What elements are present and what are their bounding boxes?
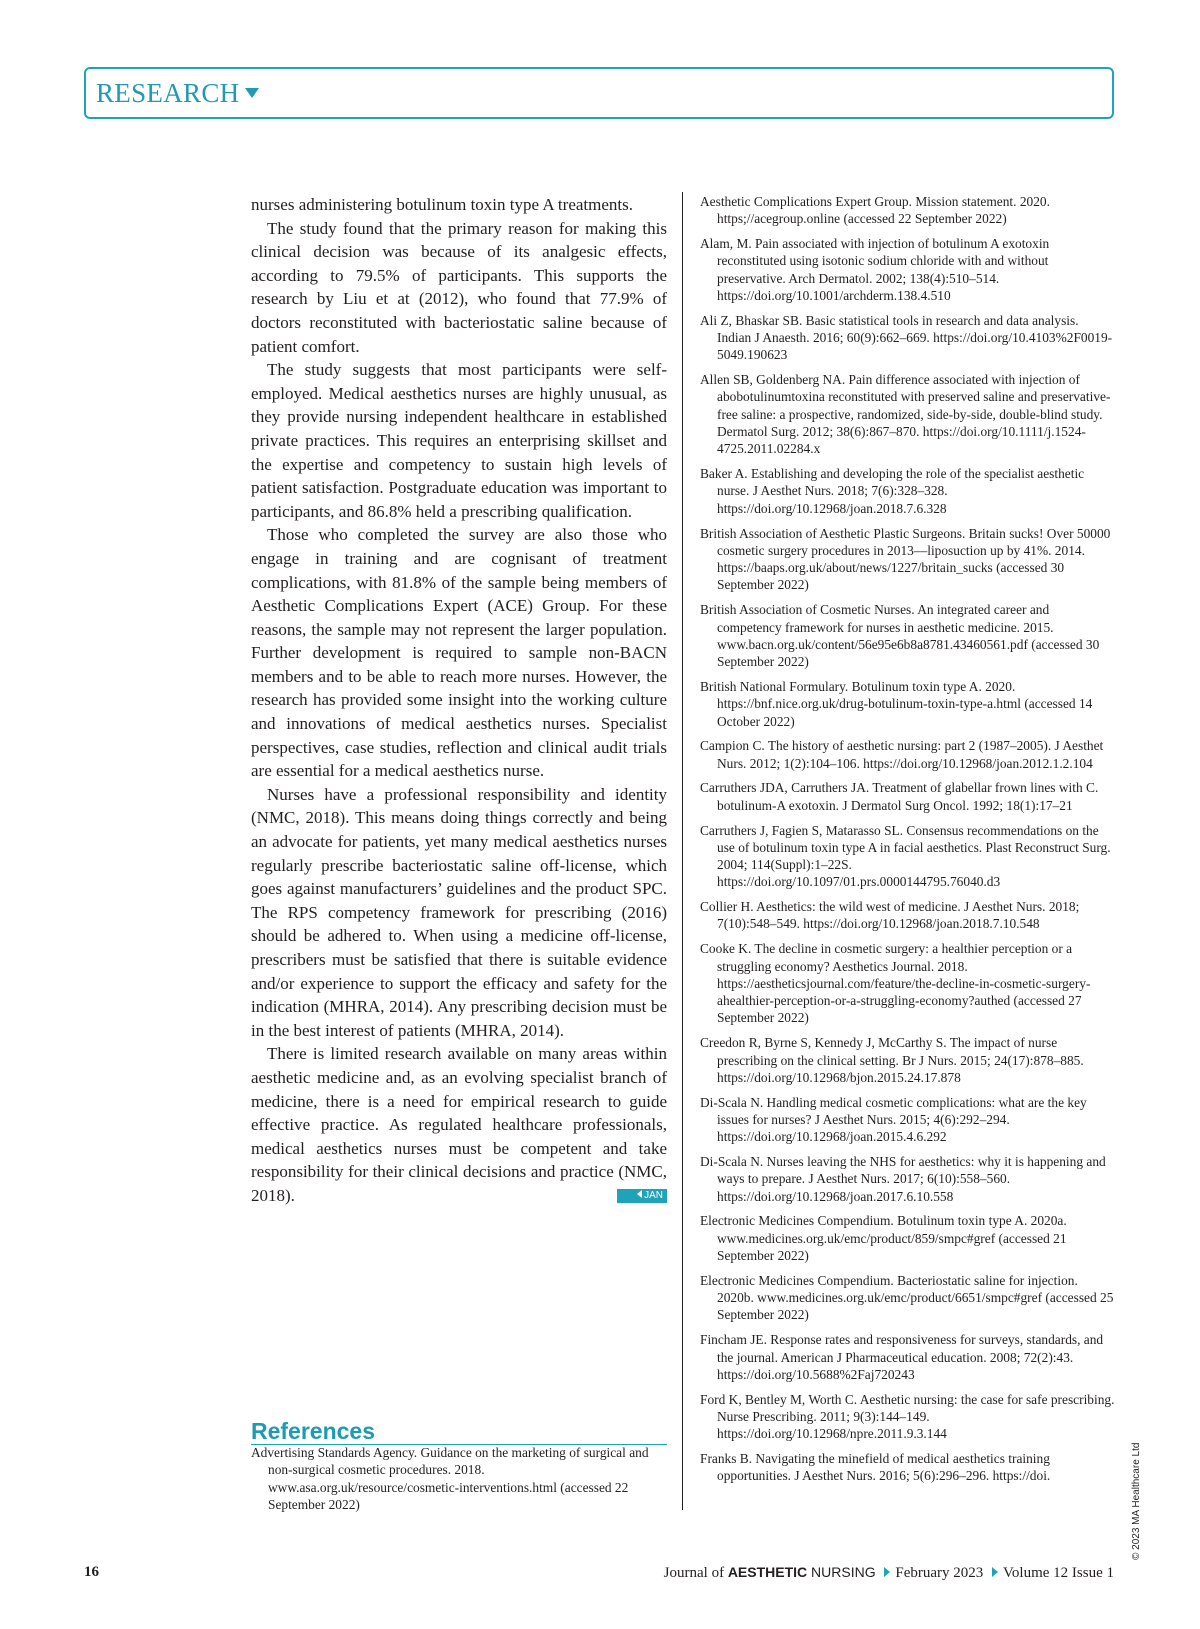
references-list-left <box>251 1444 667 1521</box>
triangle-right-icon <box>884 1567 890 1577</box>
body-paragraph: The study suggests that most participants were self-employed. Medical aesthetics nurses are highly unusual, as they provide nursing independent healthcare in established private practices. This requires an enterprising skillset and the expertise and competency to sustain high levels of patient satisfaction. Postgraduate education was important to participants, and 86.8% held a prescribing qualification. <box>251 360 667 521</box>
reference-item: Carruthers J, Fagien S, Matarasso SL. Consensus recommendations on the use of botulinum toxin type A in facial aesthetics. Plast Reconstruct Surg. 2004; 114(Suppl):1–22S. https://doi.org/10.1097/01.prs.0000144795.76040.d3 <box>700 822 1111 890</box>
reference-item: Aesthetic Complications Expert Group. Mission statement. 2020. https;//acegroup.online (accessed 22 September 2022) <box>700 194 1050 227</box>
section-title: RESEARCH <box>96 78 240 108</box>
reference-item: Allen SB, Goldenberg NA. Pain difference associated with injection of abobotulinumtoxina reconstituted with preserved saline and preservative-free saline: a prospective, randomized, side-by-side, double-blind study. Dermatol Surg. 2012; 38(6):867–870. https://doi.org/10.1111/j.1524-4725.2011.02284.x <box>700 372 1111 457</box>
body-paragraph: The study found that the primary reason for making this clinical decision was because of its analgesic effects, according to 79.5% of participants. This supports the research by Liu et at (2012), who found that 77.9% of doctors reconstituted with bacteriostatic saline because of patient comfort. <box>251 218 667 356</box>
reference-item: Di-Scala N. Handling medical cosmetic complications: what are the key issues for nurses? J Aesthet Nurs. 2015; 4(6):292–294. https://doi.org/10.12968/joan.2015.4.6.292 <box>700 1094 1087 1145</box>
reference-item: Ali Z, Bhaskar SB. Basic statistical tools in research and data analysis. Indian J Anaesth. 2016; 60(9):662–669. https://doi.org/10.4103%2F0019-5049.190623 <box>700 312 1113 363</box>
issue-date: February 2023 <box>895 1565 984 1581</box>
journal-suffix: NURSING <box>807 1564 876 1580</box>
body-paragraph: Nurses have a professional responsibility and identity (NMC, 2018). This means doing things correctly and being an advocate for patients, yet many medical aesthetics nurses regularly prescribe bacteriostatic saline off-license, which goes against manufacturers’ guidelines and the product SPC. The RPS competency framework for prescribing (2016) should be adhered to. When using a medicine off-license, prescribers must be satisfied that there is suitable evidence and/or experience to support the efficacy and safety for the indication (MHRA, 2014). Any prescribing decision must be in the best interest of patients (MHRA, 2014). <box>251 784 667 1040</box>
reference-item: Di-Scala N. Nurses leaving the NHS for aesthetics: why it is happening and ways to prepare. J Aesthet Nurs. 2017; 6(10):558–560. https://doi.org/10.12968/joan.2017.6.10.558 <box>700 1154 1106 1204</box>
article-body <box>251 193 667 1208</box>
page-number: 16 <box>84 1564 99 1580</box>
reference-item: Alam, M. Pain associated with injection of botulinum A exotoxin reconstituted using isotonic sodium chloride with and without preservative. Arch Dermatol. 2002; 138(4):510–514. https://doi.org/10.1001/archderm.138.4.510 <box>700 236 1050 303</box>
journal-prefix: Journal of <box>663 1565 728 1581</box>
reference-item: Baker A. Establishing and developing the role of the specialist aesthetic nurse. J Aesthet Nurs. 2018; 7(6):328–328. https://doi.org/10.12968/joan.2018.7.6.328 <box>700 466 1085 516</box>
copyright-note: © 2023 MA Healthcare Ltd <box>1131 1442 1142 1560</box>
reference-item: Collier H. Aesthetics: the wild west of medicine. J Aesthet Nurs. 2018; 7(10):548–549. https://doi.org/10.12968/joan.2018.7.10.548 <box>700 899 1080 932</box>
end-of-article-mark <box>617 1189 667 1203</box>
reference-item: Ford K, Bentley M, Worth C. Aesthetic nursing: the case for safe prescribing. Nurse Prescribing. 2011; 9(3):144–149. https://doi.org/10.12968/npre.2011.9.3.144 <box>700 1391 1115 1442</box>
journal-brand: AESTHETIC <box>727 1564 808 1580</box>
reference-item: Creedon R, Byrne S, Kennedy J, McCarthy S. The impact of nurse prescribing on the clinical setting. Br J Nurs. 2015; 24(17):878–885. https://doi.org/10.12968/bjon.2015.24.17.878 <box>700 1035 1084 1085</box>
triangle-down-icon <box>245 88 259 98</box>
reference-item: Campion C. The history of aesthetic nursing: part 2 (1987–2005). J Aesthet Nurs. 2012; 1(2):104–106. https://doi.org/10.12968/joan.2012.1.2.104 <box>700 738 1104 771</box>
reference-item: Electronic Medicines Compendium. Botulinum toxin type A. 2020a. www.medicines.org.uk/emc/product/859/smpc#gref (accessed 21 September 2022) <box>700 1213 1067 1264</box>
reference-item: British Association of Aesthetic Plastic Surgeons. Britain sucks! Over 50000 cosmetic surgery procedures in 2013—liposuction up by 41%. 2014. https://baaps.org.uk/about/news/1227/britain_sucks (accessed 30 September 2022) <box>700 525 1111 593</box>
body-paragraph: nurses administering botulinum toxin type A treatments. <box>251 195 633 214</box>
end-mark-text: JAN <box>644 1189 663 1201</box>
reference-item: Advertising Standards Agency. Guidance on the marketing of surgical and non-surgical cosmetic procedures. 2018. www.asa.org.uk/resource/cosmetic-interventions.html (accessed 22 September 2022) <box>251 1445 649 1512</box>
reference-item: British Association of Cosmetic Nurses. An integrated career and competency framework for nurses in aesthetic medicine. 2015. www.bacn.org.uk/content/56e95e6b8a8781.43460561.pdf (accessed 30 September 2022) <box>700 602 1100 670</box>
section-label <box>96 78 259 109</box>
section-header <box>84 67 1114 119</box>
references-heading: References <box>251 1418 667 1445</box>
reference-item: Carruthers JDA, Carruthers JA. Treatment of glabellar frown lines with C. botulinum-A exotoxin. J Dermatol Surg Oncol. 1992; 18(1):17–21 <box>700 780 1099 813</box>
reference-item: British National Formulary. Botulinum toxin type A. 2020. https://bnf.nice.org.uk/drug-botulinum-toxin-type-a.html (accessed 14 October 2022) <box>700 678 1093 729</box>
body-paragraph-text: There is limited research available on many areas within aesthetic medicine and, as an evolving specialist branch of medicine, there is a need for empirical research to guide effective practice. As regulated healthcare professionals, medical aesthetics nurses must be competent and take responsibility for their clinical decisions and practice (NMC, 2018). <box>251 1044 667 1205</box>
reference-item: Electronic Medicines Compendium. Bacteriostatic saline for injection. 2020b. www.medicines.org.uk/emc/product/6651/smpc#gref (accessed 25 September 2022) <box>700 1272 1114 1323</box>
triangle-right-icon <box>992 1567 998 1577</box>
reference-item: Franks B. Navigating the minefield of medical aesthetics training opportunities. J Aesthet Nurs. 2016; 5(6):296–296. https://doi. <box>700 1451 1051 1484</box>
reference-item: Fincham JE. Response rates and responsiveness for surveys, standards, and the journal. American J Pharmaceutical education. 2008; 72(2):43. https://doi.org/10.5688%2Faj720243 <box>700 1332 1104 1382</box>
body-paragraph: Those who completed the survey are also those who engage in training and are cognisant of treatment complications, with 81.8% of the sample being members of Aesthetic Complications Expert (ACE) Group. For these reasons, the sample may not represent the larger population. Further development is required to sample non-BACN members and to be able to reach more nurses. However, the research has provided some insight into the working culture and innovations of medical aesthetics nurses. Specialist perspectives, case studies, reflection and clinical audit trials are essential for a medical aesthetics nurse. <box>251 525 667 781</box>
volume-issue: Volume 12 Issue 1 <box>1003 1565 1114 1581</box>
references-list-right <box>700 193 1116 1492</box>
triangle-left-icon <box>637 1190 642 1198</box>
column-divider <box>682 192 683 1510</box>
body-paragraph <box>251 1042 667 1207</box>
journal-footer <box>664 1564 1114 1582</box>
reference-item: Cooke K. The decline in cosmetic surgery: a healthier perception or a struggling economy? Aesthetics Journal. 2018. https://aestheticsjournal.com/feature/the-decline-in-cosmetic-surgery-ahealthier-perception-or-a-struggling-economy?authed (accessed 27 September 2022) <box>700 941 1091 1026</box>
